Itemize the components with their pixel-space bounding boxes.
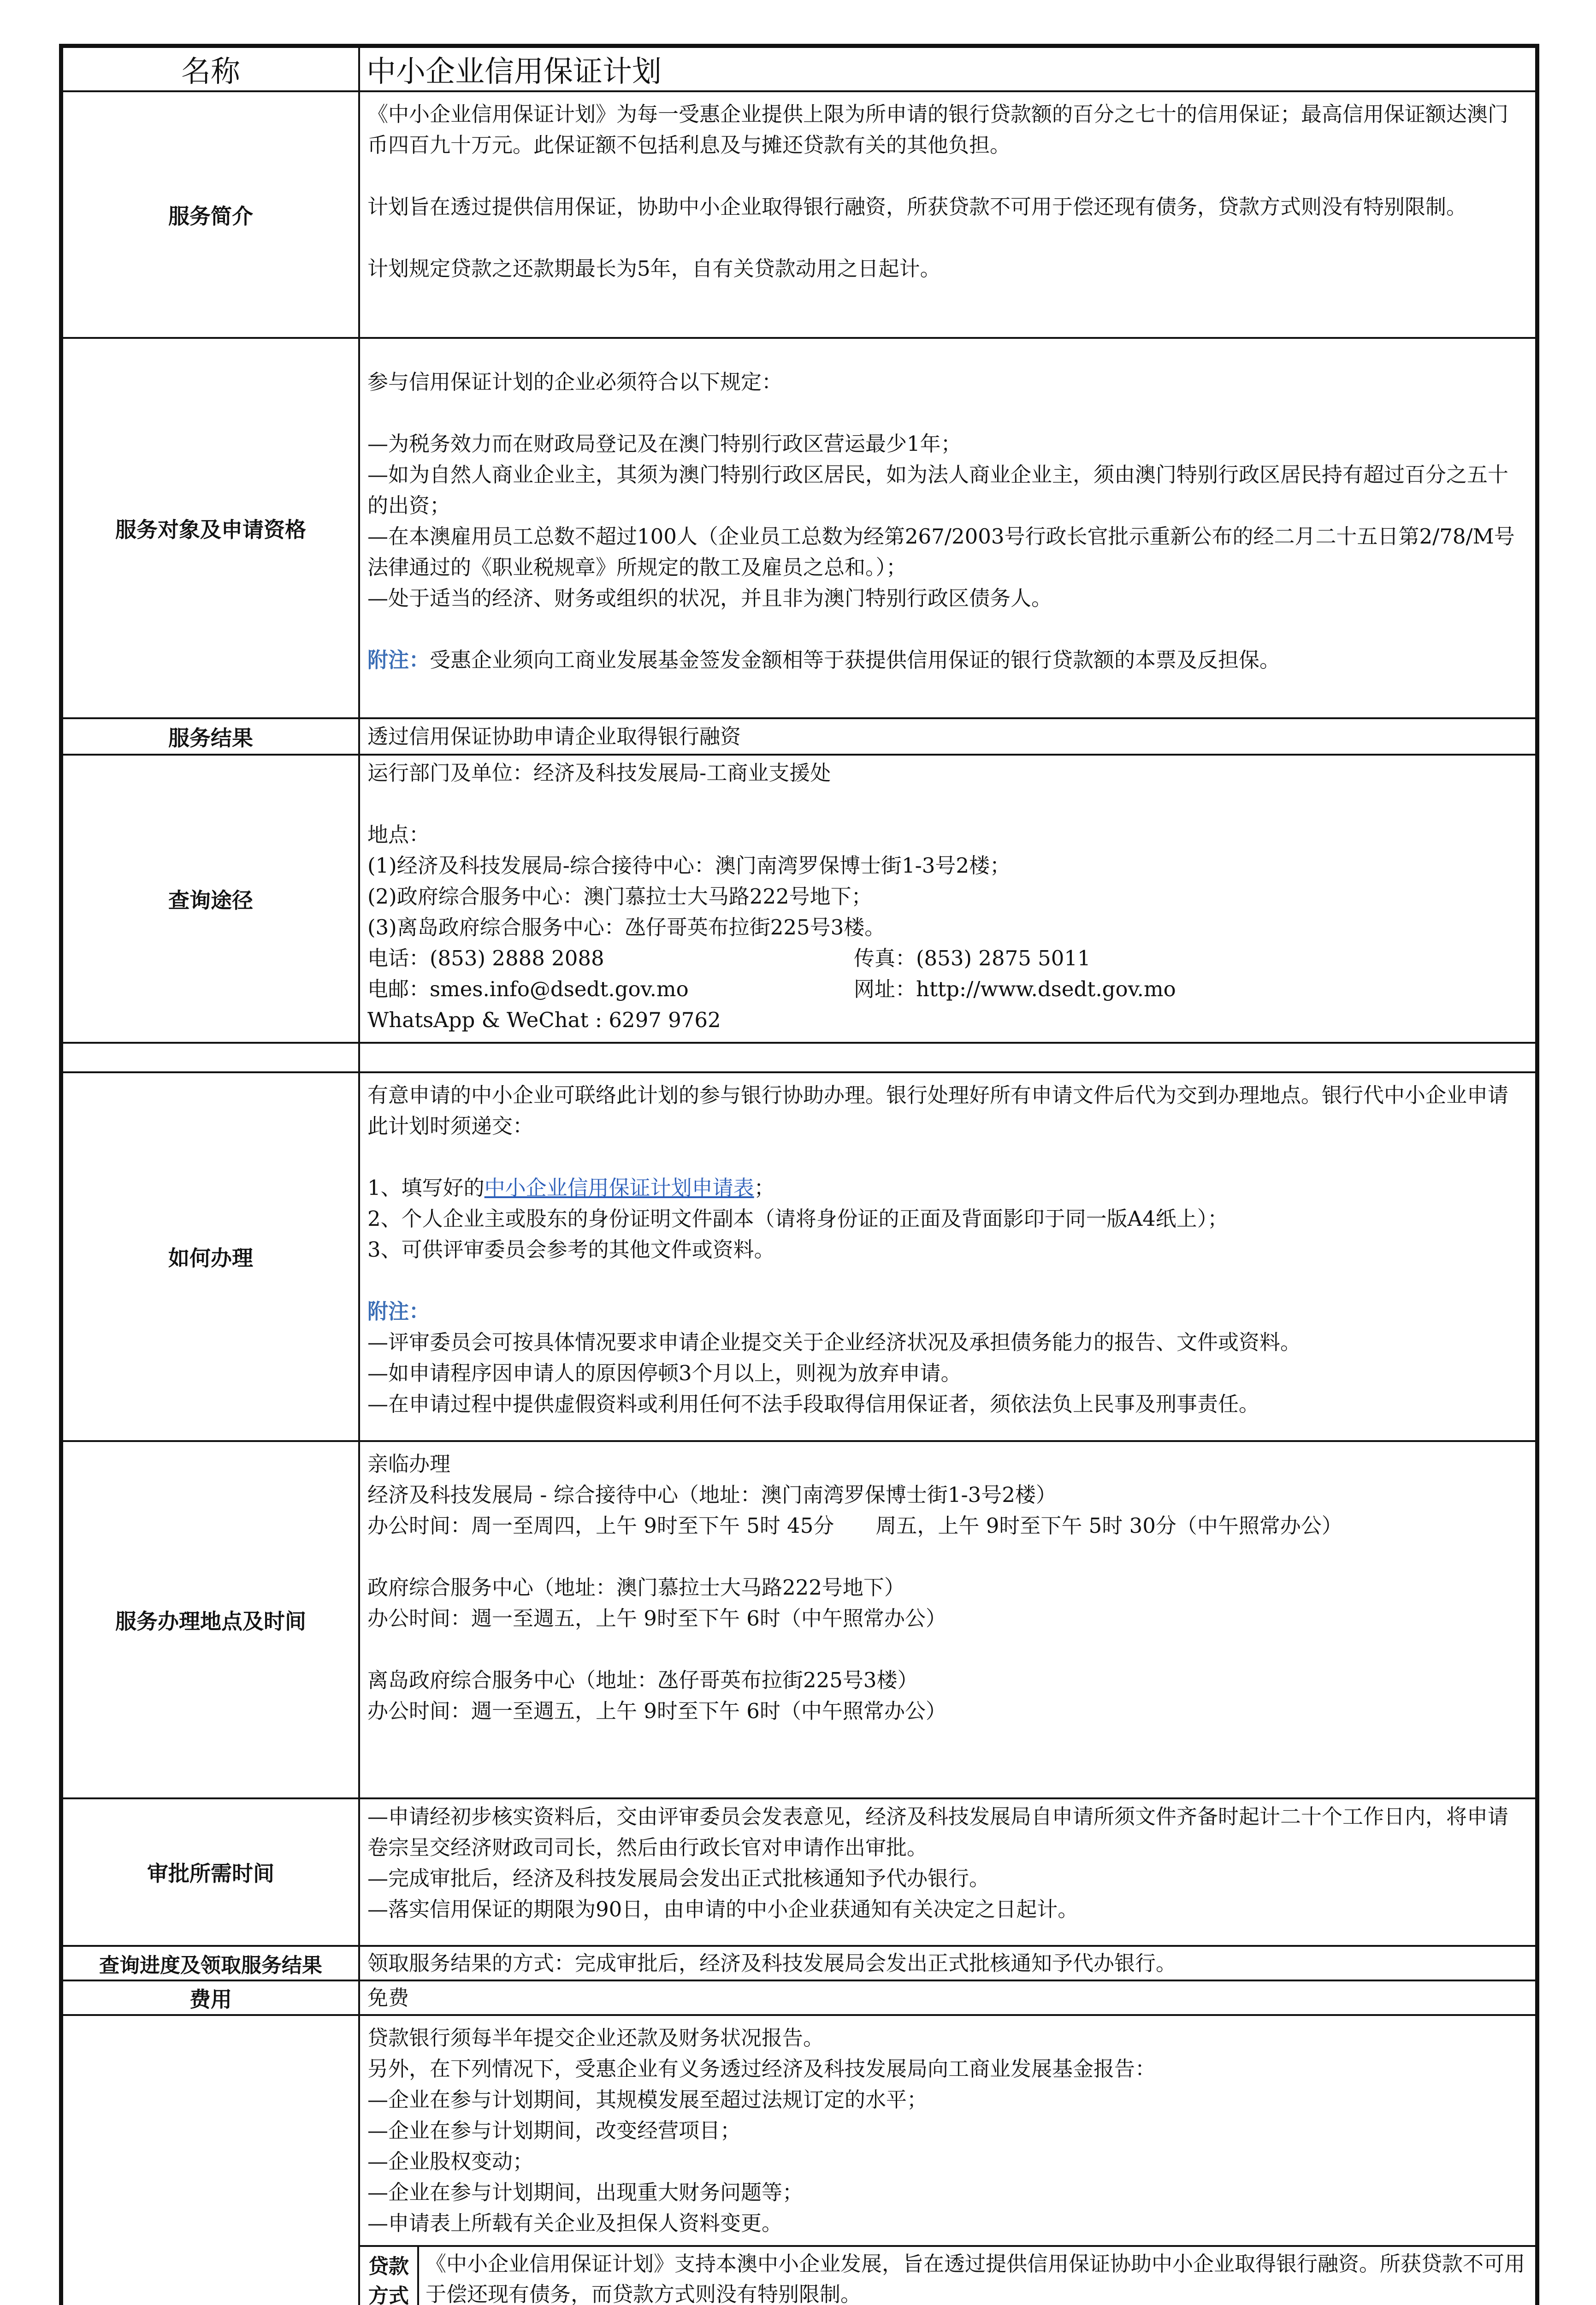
approval-label: 审批所需时间 <box>62 1798 359 1946</box>
approval-item: —落实信用保证的期限为90日，由申请的中小企业获通知有关决定之日起计。 <box>367 1897 1079 1921</box>
application-form-link[interactable]: 中小企业信用保证计划申请表 <box>484 1176 754 1200</box>
locations-label: 服务办理地点及时间 <box>62 1441 359 1798</box>
phone-text: 电话：(853) 2888 2088 <box>367 946 604 970</box>
header-label: 名称 <box>62 47 359 91</box>
remarks-line: —企业在参与计划期间，改变经营项目； <box>367 2118 741 2143</box>
remarks-line: —申请表上所载有关企业及担保人资料变更。 <box>367 2211 783 2235</box>
eligibility-content <box>359 338 1536 718</box>
intro-row <box>62 91 1536 338</box>
eligibility-item: —为税务效力而在财政局登记及在澳门特别行政区营运最少1年； <box>367 431 962 456</box>
eligibility-item: —在本澳雇用员工总数不超过100人（企业员工总数为经第267/2003号行政长官批示重新公布的经二月二十五日第2/78/M号法律通过的《职业税规章》所规定的散工及雇员之总和。）； <box>367 524 1515 579</box>
fee-label: 费用 <box>62 1980 359 2015</box>
remarks-label <box>62 2015 359 2305</box>
page-title: 中小企业信用保证计划 <box>359 47 1536 91</box>
location-hours: 办公时间：週一至週五，上午 9时至下午 6时（中午照常办公） <box>367 1699 946 1723</box>
remarks-row <box>62 2015 1536 2305</box>
header-row <box>62 47 1536 91</box>
howto-item-prefix: 1、填写好的 <box>367 1176 485 1200</box>
inquiry-label: 查询途径 <box>62 755 359 1043</box>
inquiry-address-title: 地点： <box>367 822 430 847</box>
location-name: 离岛政府综合服务中心（地址：氹仔哥英布拉街225号3楼） <box>367 1668 918 1692</box>
location-name: 政府综合服务中心（地址：澳门慕拉士大马路222号地下） <box>367 1575 905 1600</box>
remarks-line: —企业股权变动； <box>367 2149 534 2174</box>
locations-line: 亲临办理 <box>367 1452 451 1476</box>
remarks-line: —企业在参与计划期间，其规模发展至超过法规订定的水平； <box>367 2087 928 2112</box>
eligibility-label: 服务对象及申请资格 <box>62 338 359 718</box>
eligibility-intro: 参与信用保证计划的企业必须符合以下规定： <box>367 370 783 394</box>
locations-row <box>62 1441 1536 1798</box>
approval-item: —完成审批后，经济及科技发展局会发出正式批核通知予代办银行。 <box>367 1866 990 1891</box>
spacer-row <box>62 1043 1536 1072</box>
howto-content <box>359 1072 1536 1441</box>
fee-text: 免费 <box>359 1980 1536 2015</box>
fee-row <box>62 1980 1536 2015</box>
inquiry-address: (3)离岛政府综合服务中心：氹仔哥英布拉街225号3楼。 <box>367 915 886 940</box>
eligibility-row <box>62 338 1536 718</box>
eligibility-item: —如为自然人商业企业主，其须为澳门特别行政区居民，如为法人商业企业主，须由澳门特别行政区居民持有超过百分之五十的出资； <box>367 462 1509 518</box>
eligibility-item: —处于适当的经济、财务或组织的状况，并且非为澳门特别行政区债务人。 <box>367 586 1052 610</box>
document-sheet <box>59 44 1539 2305</box>
spacer-cell <box>359 1043 1536 1072</box>
remarks-subtable <box>360 2245 1535 2305</box>
spacer-cell <box>62 1043 359 1072</box>
note-label: 附注： <box>367 648 430 672</box>
howto-item <box>367 1172 1528 1203</box>
intro-label: 服务简介 <box>62 91 359 338</box>
howto-item-suffix: ； <box>754 1176 775 1200</box>
howto-label: 如何办理 <box>62 1072 359 1441</box>
whatsapp-text: WhatsApp & WeChat : 6297 9762 <box>367 1008 721 1032</box>
howto-intro: 有意申请的中小企业可联络此计划的参与银行协助办理。银行处理好所有申请文件后代为交到办理地点。银行代中小企业申请此计划时须递交： <box>367 1083 1509 1138</box>
remarks-line: 贷款银行须每半年提交企业还款及财务状况报告。 <box>367 2026 824 2050</box>
howto-note: —如申请程序因申请人的原因停顿3个月以上，则视为放弃申请。 <box>367 1361 962 1385</box>
website-link[interactable]: 网址：http://www.dsedt.gov.mo <box>854 977 1176 1001</box>
result-label: 服务结果 <box>62 718 359 755</box>
info-table <box>61 46 1537 2305</box>
approval-row <box>62 1798 1536 1946</box>
howto-note: —评审委员会可按具体情况要求申请企业提交关于企业经济状况及承担债务能力的报告、文件或资料。 <box>367 1330 1301 1354</box>
remarks-line: 另外，在下列情况下，受惠企业有义务透过经济及科技发展局向工商业发展基金报告： <box>367 2057 1156 2081</box>
howto-item: 2、个人企业主或股东的身份证明文件副本（请将身份证的正面及背面影印于同一版A4纸上）； <box>367 1206 1229 1231</box>
location-name: 经济及科技发展局 - 综合接待中心（地址：澳门南湾罗保博士街1-3号2楼） <box>367 1483 1057 1507</box>
remarks-line: —企业在参与计划期间，出现重大财务问题等； <box>367 2180 804 2205</box>
loan-label: 贷款方式 <box>360 2246 418 2305</box>
email-link[interactable]: 电邮：smes.info@dsedt.gov.mo <box>367 977 689 1001</box>
inquiry-content <box>359 755 1536 1043</box>
note-text: 受惠企业须向工商业发展基金签发金额相等于获提供信用保证的银行贷款额的本票及反担保。 <box>430 648 1281 672</box>
fax-text: 传真：(853) 2875 5011 <box>854 946 1091 970</box>
inquiry-row <box>62 755 1536 1043</box>
intro-paragraph: 计划旨在透过提供信用保证，协助中小企业取得银行融资，所获贷款不可用于偿还现有债务，贷款方式则没有特别限制。 <box>367 195 1467 219</box>
inquiry-address: (2)政府综合服务中心：澳门慕拉士大马路222号地下； <box>367 884 872 909</box>
location-hours: 办公时间：周一至周四，上午 9时至下午 5时 45分 周五，上午 9时至下午 5时 30分（中午照常办公） <box>367 1513 1342 1538</box>
contact-line <box>367 943 1528 974</box>
result-row <box>62 718 1536 755</box>
remarks-content <box>359 2015 1536 2305</box>
intro-content <box>359 91 1536 338</box>
howto-note-label: 附注： <box>367 1299 430 1324</box>
howto-note: —在申请过程中提供虚假资料或利用任何不法手段取得信用保证者，须依法负上民事及刑事责任。 <box>367 1392 1260 1416</box>
howto-row <box>62 1072 1536 1441</box>
eligibility-note <box>367 644 1528 675</box>
progress-row <box>62 1946 1536 1980</box>
howto-item: 3、可供评审委员会参考的其他文件或资料。 <box>367 1237 775 1262</box>
contact-line <box>367 974 1528 1005</box>
approval-content <box>359 1798 1536 1946</box>
locations-content <box>359 1441 1536 1798</box>
intro-paragraph: 《中小企业信用保证计划》为每一受惠企业提供上限为所申请的银行贷款额的百分之七十的信用保证；最高信用保证额达澳门币四百九十万元。此保证额不包括利息及与摊还贷款有关的其他负担。 <box>367 102 1509 157</box>
result-text: 透过信用保证协助申请企业取得银行融资 <box>359 718 1536 755</box>
remarks-intro <box>360 2016 1535 2245</box>
approval-item: —申请经初步核实资料后，交由评审委员会发表意见，经济及科技发展局自申请所须文件齐备时起计二十个工作日内，将申请卷宗呈交经济财政司司长，然后由行政长官对申请作出审批。 <box>367 1804 1509 1860</box>
location-hours: 办公时间：週一至週五，上午 9时至下午 6时（中午照常办公） <box>367 1606 946 1631</box>
inquiry-address: (1)经济及科技发展局-综合接待中心：澳门南湾罗保博士街1-3号2楼； <box>367 853 1011 878</box>
loan-text: 《中小企业信用保证计划》支持本澳中小企业发展，旨在透过提供信用保证协助中小企业取得银行融资。所获贷款不可用于偿还现有债务，而贷款方式则没有特别限制。 <box>418 2246 1535 2305</box>
inquiry-dept: 运行部门及单位：经济及科技发展局-工商业支援处 <box>367 761 831 785</box>
intro-paragraph: 计划规定贷款之还款期最长为5年，自有关贷款动用之日起计。 <box>367 256 941 281</box>
loan-row <box>360 2246 1535 2305</box>
progress-text: 领取服务结果的方式：完成审批后，经济及科技发展局会发出正式批核通知予代办银行。 <box>359 1946 1536 1980</box>
progress-label: 查询进度及领取服务结果 <box>62 1946 359 1980</box>
